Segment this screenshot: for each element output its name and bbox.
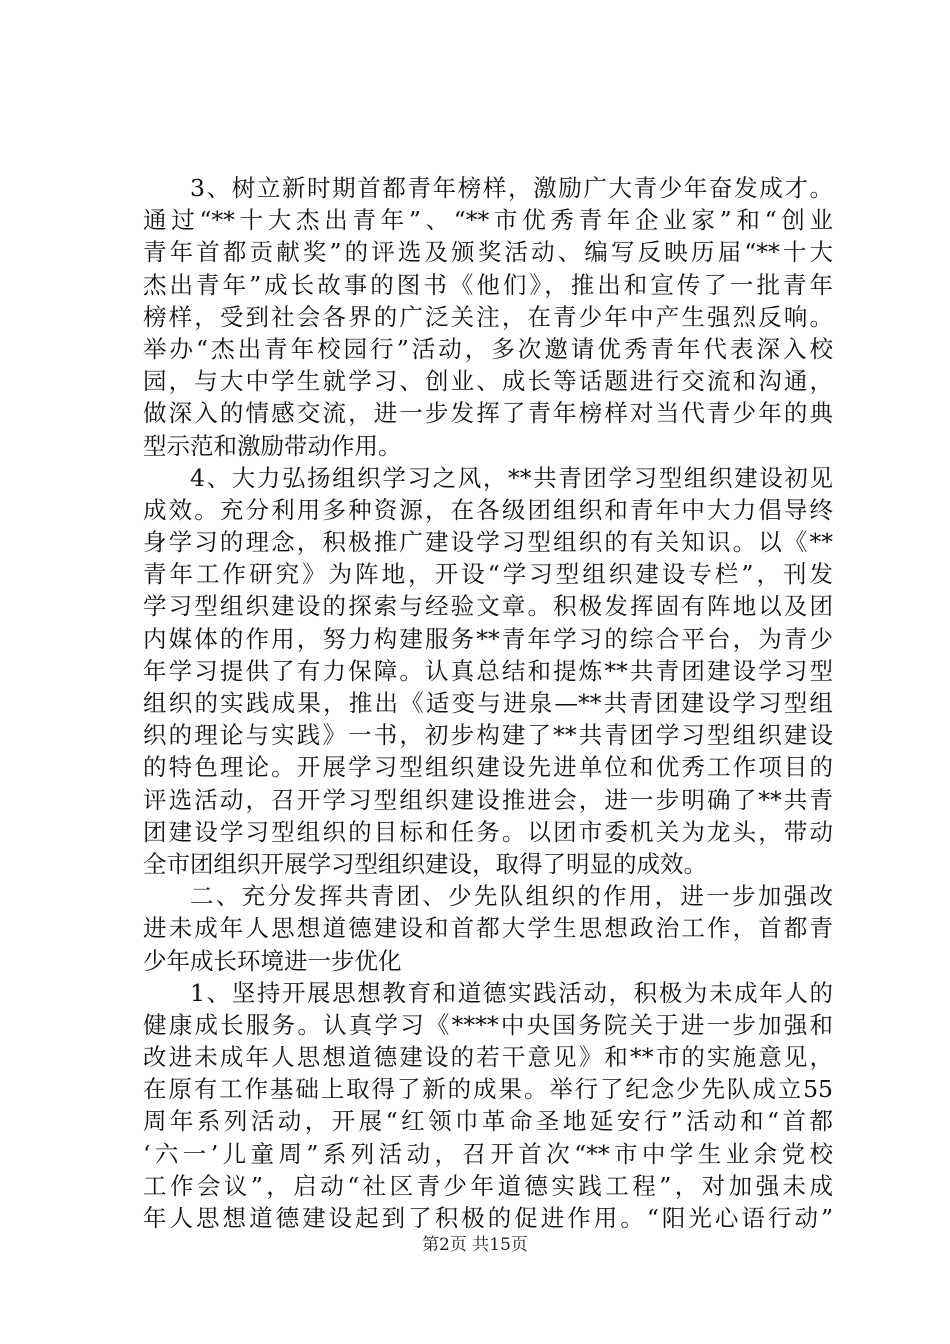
text-line: 少年成长环境进一步优化 xyxy=(143,946,402,975)
text-line: 青年首都贡献奖”的评选及颁奖活动、编写反映历届“**十大 xyxy=(143,238,833,267)
text-line: 健康成长服务。认真学习《****中央国务院关于进一步加强和 xyxy=(143,1010,833,1039)
text-line: 园，与大中学生就学习、创业、成长等话题进行交流和沟通， xyxy=(143,367,833,396)
text-line: 织的理论与实践》一书，初步构建了**共青团学习型组织建设 xyxy=(143,721,833,750)
text-line: 年学习提供了有力保障。认真总结和提炼**共青团建设学习型 xyxy=(143,656,833,685)
text-line: 团建设学习型组织的目标和任务。以团市委机关为龙头，带动 xyxy=(143,817,833,846)
text-line: 青年工作研究》为阵地，开设“学习型组织建设专栏”，刊发 xyxy=(143,560,833,589)
text-line: 的特色理论。开展学习型组织建设先进单位和优秀工作项目的 xyxy=(143,753,833,782)
document-body xyxy=(143,172,833,1234)
text-line: 评选活动，召开学习型组织建设推进会，进一步明确了**共青 xyxy=(143,785,833,814)
text-line: 榜样，受到社会各界的广泛关注，在青少年中产生强烈反响。 xyxy=(143,302,833,331)
text-line: 内媒体的作用，努力构建服务**青年学习的综合平台，为青少 xyxy=(143,624,833,653)
text-line: 1、坚持开展思想教育和道德实践活动，积极为未成年人的 xyxy=(190,978,833,1007)
text-line: 做深入的情感交流，进一步发挥了青年榜样对当代青少年的典 xyxy=(143,399,833,428)
text-line: 年人思想道德建设起到了积极的促进作用。“阳光心语行动” xyxy=(143,1204,833,1232)
text-line: 学习型组织建设的探索与经验文章。积极发挥固有阵地以及团 xyxy=(143,592,833,621)
text-line: 进未成年人思想道德建设和首都大学生思想政治工作，首都青 xyxy=(143,914,833,943)
text-line: 组织的实践成果，推出《适变与进泉—**共青团建设学习型组 xyxy=(143,689,833,717)
text-line: 工作会议”，启动“社区青少年道德实践工程”，对加强未成 xyxy=(143,1171,833,1200)
text-line: 改进未成年人思想道德建设的若干意见》和**市的实施意见， xyxy=(143,1043,833,1072)
text-line: 全市团组织开展学习型组织建设，取得了明显的成效。 xyxy=(143,849,707,878)
text-line: 4、大力弘扬组织学习之风，**共青团学习型组织建设初见 xyxy=(190,463,833,492)
text-line: 杰出青年”成长故事的图书《他们》，推出和宣传了一批青年 xyxy=(143,270,833,299)
text-line: 周年系列活动，开展“红领巾革命圣地延安行”活动和“首都 xyxy=(143,1107,833,1136)
page-footer: 第2页 共15页 xyxy=(422,1235,528,1255)
text-line: 3、树立新时期首都青年榜样，激励广大青少年奋发成才。 xyxy=(190,174,833,202)
text-line: 型示范和激励带动作用。 xyxy=(143,431,402,460)
text-line: 二、充分发挥共青团、少先队组织的作用，进一步加强改 xyxy=(190,882,833,911)
text-line: 通过“**十大杰出青年”、“**市优秀青年企业家”和“创业 xyxy=(143,206,833,235)
text-line: 成效。充分利用多种资源，在各级团组织和青年中大力倡导终 xyxy=(143,495,833,524)
text-line: 身学习的理念，积极推广建设学习型组织的有关知识。以《** xyxy=(143,528,833,557)
text-line: 举办“杰出青年校园行”活动，多次邀请优秀青年代表深入校 xyxy=(143,334,833,363)
text-line: 在原有工作基础上取得了新的成果。举行了纪念少先队成立55 xyxy=(143,1075,833,1104)
text-line: ‘六一’儿童周”系列活动，召开首次“**市中学生业余党校 xyxy=(143,1139,833,1168)
